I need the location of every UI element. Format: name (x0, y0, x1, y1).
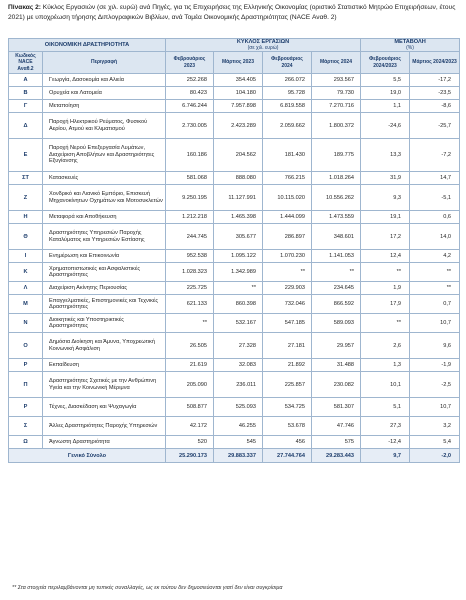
activity-description: Διοικητικές και Υποστηρικτικές Δραστηριότητες (43, 314, 166, 333)
value-mar-2024: 7.270.716 (312, 100, 361, 113)
header-description: Περιγραφή (43, 52, 166, 74)
value-feb-2024: 21.892 (263, 359, 312, 372)
change-feb: 1,3 (361, 359, 410, 372)
value-mar-2024: 581.307 (312, 398, 361, 417)
change-mar: -17,2 (410, 74, 460, 87)
value-feb-2023: 225.725 (166, 282, 214, 295)
value-feb-2024: 286.897 (263, 224, 312, 250)
header-change-unit: (%) (406, 45, 414, 51)
change-mar: 0,6 (410, 211, 460, 224)
table-row (9, 314, 460, 333)
total-feb-2023: 25.290.173 (166, 449, 214, 463)
nace-code: Η (9, 211, 43, 224)
value-mar-2024: 79.730 (312, 87, 361, 100)
change-feb: -12,4 (361, 436, 410, 449)
change-feb: 27,3 (361, 417, 410, 436)
change-mar: ** (410, 282, 460, 295)
value-feb-2024: 2.059.662 (263, 113, 312, 139)
change-mar: ** (410, 263, 460, 282)
header-activity: ΟΙΚΟΝΟΜΙΚΗ ΔΡΑΣΤΗΡΙΟΤΗΤΑ (9, 39, 166, 52)
header-col-mar-change: Μάρτιος 2024/2023 (410, 52, 460, 74)
value-mar-2023: 204.562 (214, 139, 263, 172)
value-feb-2023: 42.172 (166, 417, 214, 436)
change-mar: 3,2 (410, 417, 460, 436)
change-mar: -1,9 (410, 359, 460, 372)
value-feb-2023: 21.619 (166, 359, 214, 372)
value-mar-2023: 860.398 (214, 295, 263, 314)
change-mar: 14,7 (410, 172, 460, 185)
total-label: Γενικό Σύνολο (9, 449, 166, 463)
value-mar-2023: 27.328 (214, 333, 263, 359)
nace-code: Ζ (9, 185, 43, 211)
value-feb-2023: 244.745 (166, 224, 214, 250)
value-mar-2023: ** (214, 282, 263, 295)
activity-description: Μεταποίηση (43, 100, 166, 113)
table-row (9, 113, 460, 139)
value-feb-2023: 160.186 (166, 139, 214, 172)
value-mar-2023: 11.127.991 (214, 185, 263, 211)
value-feb-2024: 1.070.230 (263, 250, 312, 263)
nace-code: Ρ (9, 398, 43, 417)
table-caption (8, 3, 460, 23)
value-feb-2024: 95.728 (263, 87, 312, 100)
header-change (361, 39, 460, 52)
value-feb-2024: 766.215 (263, 172, 312, 185)
activity-description: Επαγγελματικές, Επιστημονικές και Τεχνικές Δραστηριότητες (43, 295, 166, 314)
activity-description: Δημόσια Διοίκηση και Άμυνα, Υποχρεωτική Κοινωνική Ασφάλιση (43, 333, 166, 359)
activity-description: Μεταφορά και Αποθήκευση (43, 211, 166, 224)
change-mar: -2,5 (410, 372, 460, 398)
value-mar-2023: 32.083 (214, 359, 263, 372)
change-feb: 1,9 (361, 282, 410, 295)
value-feb-2024: ** (263, 263, 312, 282)
change-mar: 5,4 (410, 436, 460, 449)
value-feb-2024: 229.903 (263, 282, 312, 295)
footnote: ** Στα στοιχεία περιλαμβάνονται μη τυπικές συναλλαγές, ως εκ τούτου δεν δημοσιεύονται γιατί δεν είναι συγκρίσιμα (12, 585, 283, 591)
nace-code: Β (9, 87, 43, 100)
value-mar-2023: 354.405 (214, 74, 263, 87)
value-mar-2024: 1.473.559 (312, 211, 361, 224)
table-row (9, 359, 460, 372)
change-feb: 17,2 (361, 224, 410, 250)
value-mar-2023: 545 (214, 436, 263, 449)
table-row (9, 185, 460, 211)
change-feb: 19,1 (361, 211, 410, 224)
value-mar-2024: 234.645 (312, 282, 361, 295)
change-mar: -7,2 (410, 139, 460, 172)
change-feb: -24,6 (361, 113, 410, 139)
value-mar-2023: 1.342.989 (214, 263, 263, 282)
value-mar-2024: 1.018.264 (312, 172, 361, 185)
value-feb-2023: 621.133 (166, 295, 214, 314)
value-feb-2023: 1.212.218 (166, 211, 214, 224)
value-mar-2023: 525.093 (214, 398, 263, 417)
value-mar-2024: 230.082 (312, 372, 361, 398)
nace-code: Ρ (9, 359, 43, 372)
change-feb: 19,0 (361, 87, 410, 100)
value-mar-2023: 2.423.289 (214, 113, 263, 139)
change-mar: 4,2 (410, 250, 460, 263)
activity-description: Χονδρικό και Λιανικό Εμπόριο, Επισκευή Μηχανοκίνητων Οχημάτων και Μοτοσυκλετών (43, 185, 166, 211)
activity-description: Τέχνες, Διασκέδαση και Ψυχαγωγία (43, 398, 166, 417)
nace-code: Σ (9, 417, 43, 436)
table-row (9, 100, 460, 113)
activity-description: Παροχή Νερού Επεξεργασία Λυμάτων, Διαχείριση Αποβλήτων και Δραστηριότητες Εξυγίανσης (43, 139, 166, 172)
value-mar-2024: 47.746 (312, 417, 361, 436)
change-mar: 10,7 (410, 314, 460, 333)
nace-code: Δ (9, 113, 43, 139)
nace-code: Ο (9, 333, 43, 359)
caption-text: Κύκλος Εργασιών (σε χιλ. ευρώ) ανά Πηγές, για τις Επιχειρήσεις της Ελληνικής Οικονομίας (οριστικό Στατιστικό Μητρώο Επιχειρήσεων, έτους 2021) με υποχρέωση τήρησης Διπλογραφικών Βιβλίων, ανά Τομέα Οικονομικής Δραστηριότητας (NACE Αναθ. 2) (8, 4, 456, 21)
change-feb: ** (361, 314, 410, 333)
total-change-mar: -2,0 (410, 449, 460, 463)
activity-description: Δραστηριότητες Σχετικές με την Ανθρώπινη Υγεία και την Κοινωνική Μέριμνα (43, 372, 166, 398)
table-row (9, 372, 460, 398)
activity-description: Ορυχεία και Λατομεία (43, 87, 166, 100)
value-feb-2024: 534.725 (263, 398, 312, 417)
value-feb-2023: 520 (166, 436, 214, 449)
change-feb: 1,1 (361, 100, 410, 113)
value-feb-2024: 1.444.099 (263, 211, 312, 224)
value-mar-2023: 1.465.398 (214, 211, 263, 224)
header-col-feb-change: Φεβρουάριος 2024/2023 (361, 52, 410, 74)
nace-code: Ω (9, 436, 43, 449)
change-feb: 5,5 (361, 74, 410, 87)
activity-description: Άγνωστη Δραστηριότητα (43, 436, 166, 449)
activity-description: Παροχή Ηλεκτρικού Ρεύματος, Φυσικού Αερίου, Ατμού και Κλιματισμού (43, 113, 166, 139)
value-mar-2024: 189.775 (312, 139, 361, 172)
change-mar: -5,1 (410, 185, 460, 211)
table-row (9, 398, 460, 417)
value-mar-2023: 236.011 (214, 372, 263, 398)
value-feb-2023: 80.423 (166, 87, 214, 100)
value-feb-2024: 6.819.558 (263, 100, 312, 113)
change-mar: 0,7 (410, 295, 460, 314)
value-mar-2023: 532.167 (214, 314, 263, 333)
change-feb: 2,6 (361, 333, 410, 359)
change-mar: -23,5 (410, 87, 460, 100)
value-feb-2024: 27.181 (263, 333, 312, 359)
value-mar-2024: 1.800.372 (312, 113, 361, 139)
table-row (9, 263, 460, 282)
activity-description: Ενημέρωση και Επικοινωνία (43, 250, 166, 263)
header-col-feb-2024: Φεβρουάριος 2024 (263, 52, 312, 74)
value-mar-2023: 7.957.898 (214, 100, 263, 113)
activity-description: Χρηματοπιστωτικές και Ασφαλιστικές Δραστηριότητες (43, 263, 166, 282)
value-mar-2023: 305.677 (214, 224, 263, 250)
nace-code: Ν (9, 314, 43, 333)
header-code: Κωδικός NACE Αναθ.2 (9, 52, 43, 74)
value-feb-2023: 252.268 (166, 74, 214, 87)
table-row (9, 172, 460, 185)
table-row (9, 250, 460, 263)
table-row (9, 224, 460, 250)
change-feb: 13,3 (361, 139, 410, 172)
header-col-mar-2024: Μάρτιος 2024 (312, 52, 361, 74)
table-row (9, 87, 460, 100)
table-row (9, 436, 460, 449)
total-mar-2023: 29.883.337 (214, 449, 263, 463)
turnover-table (8, 38, 460, 463)
value-mar-2023: 46.255 (214, 417, 263, 436)
value-feb-2024: 181.430 (263, 139, 312, 172)
nace-code: Α (9, 74, 43, 87)
change-mar: 9,6 (410, 333, 460, 359)
activity-description: Δραστηριότητες Υπηρεσιών Παροχής Καταλύματος και Υπηρεσιών Εστίασης (43, 224, 166, 250)
value-mar-2024: 589.093 (312, 314, 361, 333)
table-row (9, 295, 460, 314)
header-col-mar-2023: Μάρτιος 2023 (214, 52, 263, 74)
total-mar-2024: 29.283.443 (312, 449, 361, 463)
total-change-feb: 9,7 (361, 449, 410, 463)
table-row (9, 282, 460, 295)
change-feb: 10,1 (361, 372, 410, 398)
nace-code: Γ (9, 100, 43, 113)
value-mar-2024: 29.957 (312, 333, 361, 359)
total-row (9, 449, 460, 463)
value-feb-2024: 266.072 (263, 74, 312, 87)
value-feb-2023: 2.730.005 (166, 113, 214, 139)
value-mar-2024: 293.567 (312, 74, 361, 87)
header-turnover (166, 39, 361, 52)
value-feb-2023: 508.877 (166, 398, 214, 417)
nace-code: Μ (9, 295, 43, 314)
value-mar-2023: 104.180 (214, 87, 263, 100)
value-mar-2024: 10.556.262 (312, 185, 361, 211)
value-feb-2024: 456 (263, 436, 312, 449)
value-mar-2023: 888.080 (214, 172, 263, 185)
table-row (9, 417, 460, 436)
change-mar: 10,7 (410, 398, 460, 417)
value-mar-2023: 1.095.122 (214, 250, 263, 263)
activity-description: Εκπαίδευση (43, 359, 166, 372)
table-row (9, 74, 460, 87)
value-mar-2024: 348.601 (312, 224, 361, 250)
value-feb-2023: 9.250.195 (166, 185, 214, 211)
nace-code: Ι (9, 250, 43, 263)
header-turnover-title: ΚΥΚΛΟΣ ΕΡΓΑΣΙΩΝ (236, 39, 290, 45)
value-mar-2024: 866.592 (312, 295, 361, 314)
table-row (9, 139, 460, 172)
value-feb-2023: 205.090 (166, 372, 214, 398)
change-feb: 17,9 (361, 295, 410, 314)
value-feb-2023: 26.505 (166, 333, 214, 359)
change-feb: 5,1 (361, 398, 410, 417)
change-mar: -25,7 (410, 113, 460, 139)
value-mar-2024: ** (312, 263, 361, 282)
value-feb-2023: 952.538 (166, 250, 214, 263)
value-feb-2023: 581.068 (166, 172, 214, 185)
nace-code: Π (9, 372, 43, 398)
activity-description: Διαχείριση Ακίνητης Περιουσίας (43, 282, 166, 295)
activity-description: Άλλες Δραστηριότητες Παροχής Υπηρεσιών (43, 417, 166, 436)
table-row (9, 333, 460, 359)
total-feb-2024: 27.744.764 (263, 449, 312, 463)
table-row (9, 211, 460, 224)
nace-code: Λ (9, 282, 43, 295)
change-feb: 9,3 (361, 185, 410, 211)
value-feb-2023: 1.028.323 (166, 263, 214, 282)
change-mar: -8,6 (410, 100, 460, 113)
header-turnover-unit: (σε χιλ. ευρώ) (247, 45, 279, 51)
value-feb-2024: 53.678 (263, 417, 312, 436)
value-feb-2024: 10.115.020 (263, 185, 312, 211)
value-feb-2024: 732.046 (263, 295, 312, 314)
value-mar-2024: 575 (312, 436, 361, 449)
nace-code: Θ (9, 224, 43, 250)
value-feb-2023: 6.746.244 (166, 100, 214, 113)
change-feb: 31,9 (361, 172, 410, 185)
value-feb-2023: ** (166, 314, 214, 333)
value-feb-2024: 547.185 (263, 314, 312, 333)
caption-label: Πίνακας 2: (8, 4, 41, 11)
change-feb: 12,4 (361, 250, 410, 263)
nace-code: Ε (9, 139, 43, 172)
header-col-feb-2023: Φεβρουάριος 2023 (166, 52, 214, 74)
activity-description: Γεωργία, Δασοκομία και Αλιεία (43, 74, 166, 87)
change-mar: 14,0 (410, 224, 460, 250)
nace-code: ΣΤ (9, 172, 43, 185)
change-feb: ** (361, 263, 410, 282)
value-feb-2024: 225.857 (263, 372, 312, 398)
value-mar-2024: 1.141.053 (312, 250, 361, 263)
header-change-title: ΜΕΤΑΒΟΛΗ (394, 39, 426, 45)
activity-description: Κατασκευές (43, 172, 166, 185)
nace-code: Κ (9, 263, 43, 282)
value-mar-2024: 31.488 (312, 359, 361, 372)
